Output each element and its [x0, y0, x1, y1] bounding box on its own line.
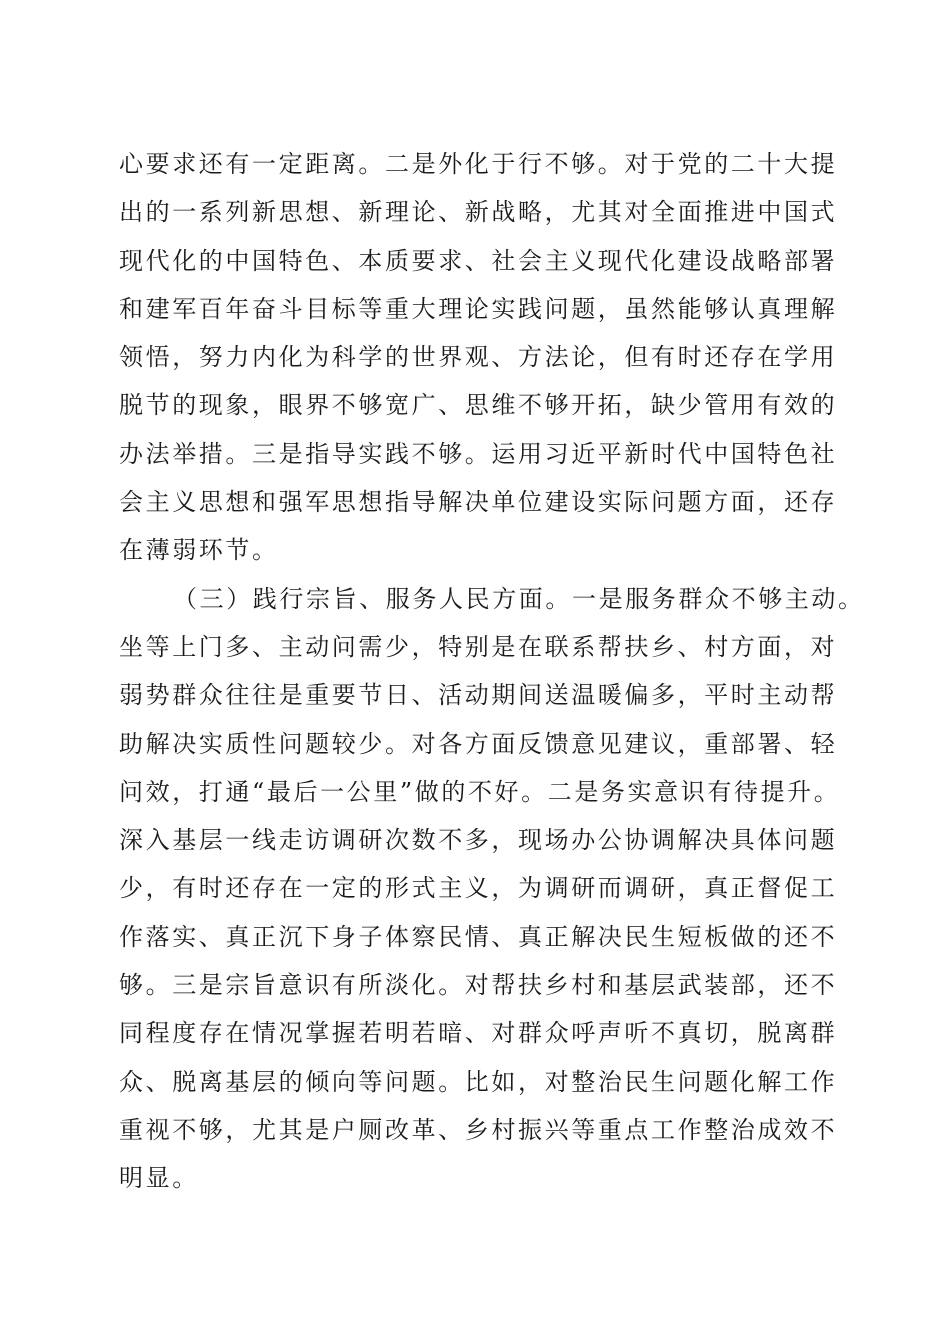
text-line: 重视不够，尤其是户厕改革、乡村振兴等重点工作整治成效不 [119, 1115, 838, 1144]
text-line: 少，有时还存在一定的形式主义，为调研而调研，真正督促工 [119, 874, 838, 903]
text-line: 脱节的现象，眼界不够宽广、思维不够开拓，缺少管用有效的 [119, 391, 838, 420]
paragraph-continuation [119, 140, 839, 575]
text-line: 出的一系列新思想、新理论、新战略，尤其对全面推进中国式 [119, 198, 838, 227]
text-line: 众、脱离基层的倾向等问题。比如，对整治民生问题化解工作 [119, 1067, 838, 1096]
text-line: 会主义思想和强军思想指导解决单位建设实际问题方面，还存 [119, 488, 838, 517]
text-line: 够。三是宗旨意识有所淡化。对帮扶乡村和基层武装部，还不 [119, 971, 838, 1000]
text-line: 现代化的中国特色、本质要求、社会主义现代化建设战略部署 [119, 246, 838, 275]
text-line: 问效，打通“最后一公里”做的不好。二是务实意识有待提升。 [119, 777, 841, 806]
text-line: 同程度存在情况掌握若明若暗、对群众呼声听不真切，脱离群 [119, 1019, 838, 1048]
text-line: 办法举措。三是指导实践不够。运用习近平新时代中国特色社 [119, 439, 838, 468]
text-line: 助解决实质性问题较少。对各方面反馈意见建议，重部署、轻 [119, 729, 838, 758]
text-line: 坐等上门多、主动问需少，特别是在联系帮扶乡、村方面，对 [119, 632, 838, 661]
document-body [119, 140, 865, 1203]
section-heading-line: （三）践行宗旨、服务人民方面。一是服务群众不够主动。 [173, 584, 865, 613]
text-line: 弱势群众往往是重要节日、活动期间送温暖偏多，平时主动帮 [119, 681, 838, 710]
text-line: 在薄弱环节。 [119, 536, 279, 565]
text-line: 深入基层一线走访调研次数不多，现场办公协调解决具体问题 [119, 826, 838, 855]
text-line: 作落实、真正沉下身子体察民情、真正解决民生短板做的还不 [119, 922, 838, 951]
section-three-paragraph [119, 575, 865, 1203]
text-line: 心要求还有一定距离。二是外化于行不够。对于党的二十大提 [119, 150, 838, 178]
text-line: 明显。 [119, 1164, 199, 1193]
text-line: 领悟，努力内化为科学的世界观、方法论，但有时还存在学用 [119, 343, 838, 372]
text-line: 和建军百年奋斗目标等重大理论实践问题，虽然能够认真理解 [119, 294, 838, 323]
